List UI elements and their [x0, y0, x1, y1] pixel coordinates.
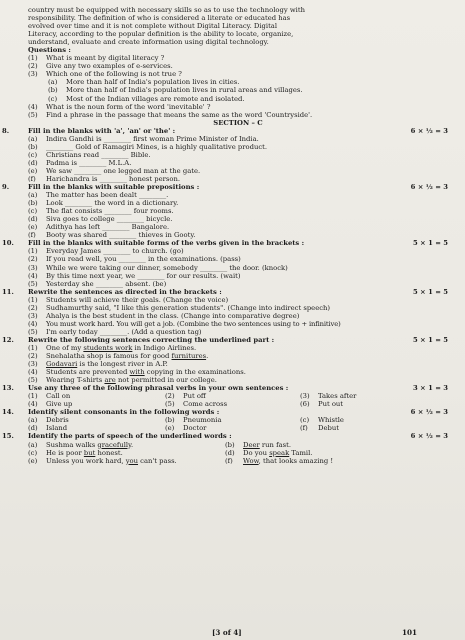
item: (2) Snehalatha shop is famous for good furnitures.	[28, 352, 209, 361]
passage	[28, 6, 448, 46]
item: (a) The matter has been dealt ________.	[28, 191, 169, 200]
question-number: 9.	[2, 183, 10, 192]
item: (5) Wearing T-shirts are not permitted in our college.	[28, 376, 217, 385]
item: (1) Everyday James ________ to church. (go)	[28, 247, 184, 256]
item: (c) The flat consists ________ four rooms.	[28, 207, 174, 216]
phrasal-verb-row: (1) Call on (2) Put off (3) Takes after	[28, 392, 357, 401]
underlined-text: you	[125, 456, 139, 465]
passage-question: (3) Which one of the following is not true ?	[28, 70, 182, 79]
item: (b) Look ________ the word in a dictionary.	[28, 199, 179, 208]
marks: 6 × ½ = 3	[410, 432, 448, 441]
section-title: SECTION – C	[213, 118, 263, 127]
option: (a) More than half of India's population lives in cities.	[48, 78, 240, 87]
marks: 5 × 1 = 5	[412, 287, 448, 296]
item: (4) Students are prevented with copying in the examinations.	[28, 368, 246, 377]
question-title: Fill in the blanks with suitable forms of the verbs given in the brackets :	[28, 239, 305, 248]
question-number: 11.	[2, 287, 14, 296]
question-14-heading	[2, 408, 448, 417]
underlined-text: but	[83, 448, 96, 457]
item: (4) You must work hard. You will get a job. (Combine the two sentences using to + infinitive)	[28, 319, 341, 328]
item: (d) Padma is ________ M.L.A.	[28, 158, 132, 167]
phrasal-verb-row: (4) Give up (5) Come across (6) Put out	[28, 400, 344, 409]
marks: 5 × 1 = 5	[412, 335, 448, 344]
passage-question: (5) Find a phrase in the passage that means the same as the word 'Countryside'.	[28, 110, 313, 119]
item: (3) Ahalya is the best student in the class. (Change into comparative degree)	[28, 311, 300, 320]
marks: 6 × ½ = 3	[410, 183, 448, 192]
question-13-heading	[2, 384, 448, 393]
item: (4) By this time next year, we ________ for our results. (wait)	[28, 271, 241, 280]
question-title: Fill in the blanks with suitable prepositions :	[28, 183, 200, 192]
question-title: Rewrite the following sentences correcting the underlined part :	[28, 335, 275, 344]
question-number: 10.	[2, 239, 14, 248]
passage-line: responsibility. The definition of who is considered a literate or educated has	[28, 14, 291, 23]
question-title: Use any three of the following phrasal verbs in your own sentences :	[28, 384, 289, 393]
word-row: (d) Island (e) Doctor (f) Debut	[28, 424, 339, 433]
marks: 5 × 1 = 5	[412, 239, 448, 248]
item: (1) One of my students work in Indigo Airlines.	[28, 343, 197, 352]
question-8-heading	[2, 126, 448, 135]
question-number: 13.	[2, 384, 14, 393]
question-15-heading	[2, 432, 448, 441]
underlined-text: with	[129, 368, 145, 377]
page-footer	[0, 628, 465, 638]
question-12-heading	[2, 335, 448, 344]
underlined-text: Wow	[243, 456, 259, 465]
page-content	[2, 6, 448, 465]
item: (2) If you read well, you ________ in the examinations. (pass)	[28, 255, 241, 264]
marks: 6 × ½ = 3	[410, 408, 448, 417]
item: (b) ________ Gold of Ramagiri Mines, is a highly qualitative product.	[28, 142, 268, 151]
question-11-heading	[2, 287, 448, 296]
passage-line: Literacy, according to the popular definition is the ability to locate, organize,	[28, 30, 294, 39]
question-10-heading	[2, 239, 448, 248]
marks: 3 × 1 = 3	[412, 384, 448, 393]
item: (2) Sudhamurthy said, "I like this generation students". (Change into indirect speech)	[28, 303, 331, 312]
item: (3) While we were taking our dinner, somebody ________ the door. (knock)	[28, 263, 288, 272]
item: (5) Yesterday she ________ absent. (be)	[28, 279, 167, 288]
item: (d) Siva goes to college ________ bicycle.	[28, 215, 173, 224]
question-9-heading	[2, 183, 448, 192]
question-title: Rewrite the sentences as directed in the brackets :	[28, 287, 222, 296]
marks: 6 × ½ = 3	[410, 126, 448, 135]
sentence-row: (a) Sushma walks gracefully. (b) Deer run fast.	[28, 440, 292, 449]
passage-line: country must be equipped with necessary skills so as to use the technology with	[28, 6, 305, 14]
option: (b) More than half of India's population lives in rural areas and villages.	[48, 86, 303, 95]
question-title: Identify silent consonants in the following words :	[28, 408, 220, 417]
item: (c) Christians read ________ Bible.	[28, 150, 151, 159]
underlined-text: Deer	[243, 440, 260, 449]
word-row: (a) Debris (b) Pneumonia (c) Whistle	[28, 416, 344, 425]
page-of-indicator: [3 of 4]	[212, 628, 242, 637]
questions-heading: Questions :	[28, 46, 71, 55]
item: (f) Booty was shared ________ thieves in Gooty.	[28, 231, 196, 240]
passage-line: evolved over time and it is not complete without Digital Literacy. Digital	[28, 22, 278, 31]
question-number: 8.	[2, 126, 10, 135]
item: (f) Harichandra is ________ honest person.	[28, 174, 180, 183]
item: (1) Students will achieve their goals. (Change the voice)	[28, 295, 229, 304]
sentence-row: (e) Unless you work hard, you can't pass. (f) Wow, that looks amazing !	[28, 456, 334, 465]
page-number: 101	[402, 628, 418, 637]
item: (e) We saw ________ one legged man at the gate.	[28, 166, 201, 175]
question-number: 15.	[2, 432, 14, 441]
option: (c) Most of the Indian villages are remote and isolated.	[48, 94, 245, 103]
passage-question: (4) What is the noun form of the word 'inevitable' ?	[28, 102, 211, 111]
passage-line: understand, evaluate and create information using digital technology.	[28, 38, 269, 47]
question-number: 14.	[2, 408, 14, 417]
underlined-text: students work	[83, 343, 133, 352]
question-number: 12.	[2, 335, 14, 344]
underlined-text: furnitures	[171, 352, 207, 361]
item: (3) Godavari is the longest river in A.P.	[28, 360, 168, 369]
underlined-text: gracefully	[97, 440, 132, 449]
underlined-text: are	[104, 376, 116, 385]
underlined-text: speak	[269, 448, 290, 457]
sentence-row: (c) He is poor but honest. (d) Do you speak Tamil.	[28, 448, 313, 457]
question-title: Fill in the blanks with 'a', 'an' or 'the' :	[28, 126, 176, 135]
passage-question: (1) What is meant by digital literacy ?	[28, 54, 165, 63]
item: (a) Indira Gandhi is ________ first woman Prime Minister of India.	[28, 134, 259, 143]
item: (5) I'm early today ________. (Add a question tag)	[28, 327, 202, 336]
underlined-text: Godavari	[46, 360, 78, 369]
item: (e) Adithya has left ________ Bangalore.	[28, 223, 170, 232]
passage-question: (2) Give any two examples of e-services.	[28, 62, 173, 71]
question-title: Identify the parts of speech of the underlined words :	[28, 432, 232, 441]
